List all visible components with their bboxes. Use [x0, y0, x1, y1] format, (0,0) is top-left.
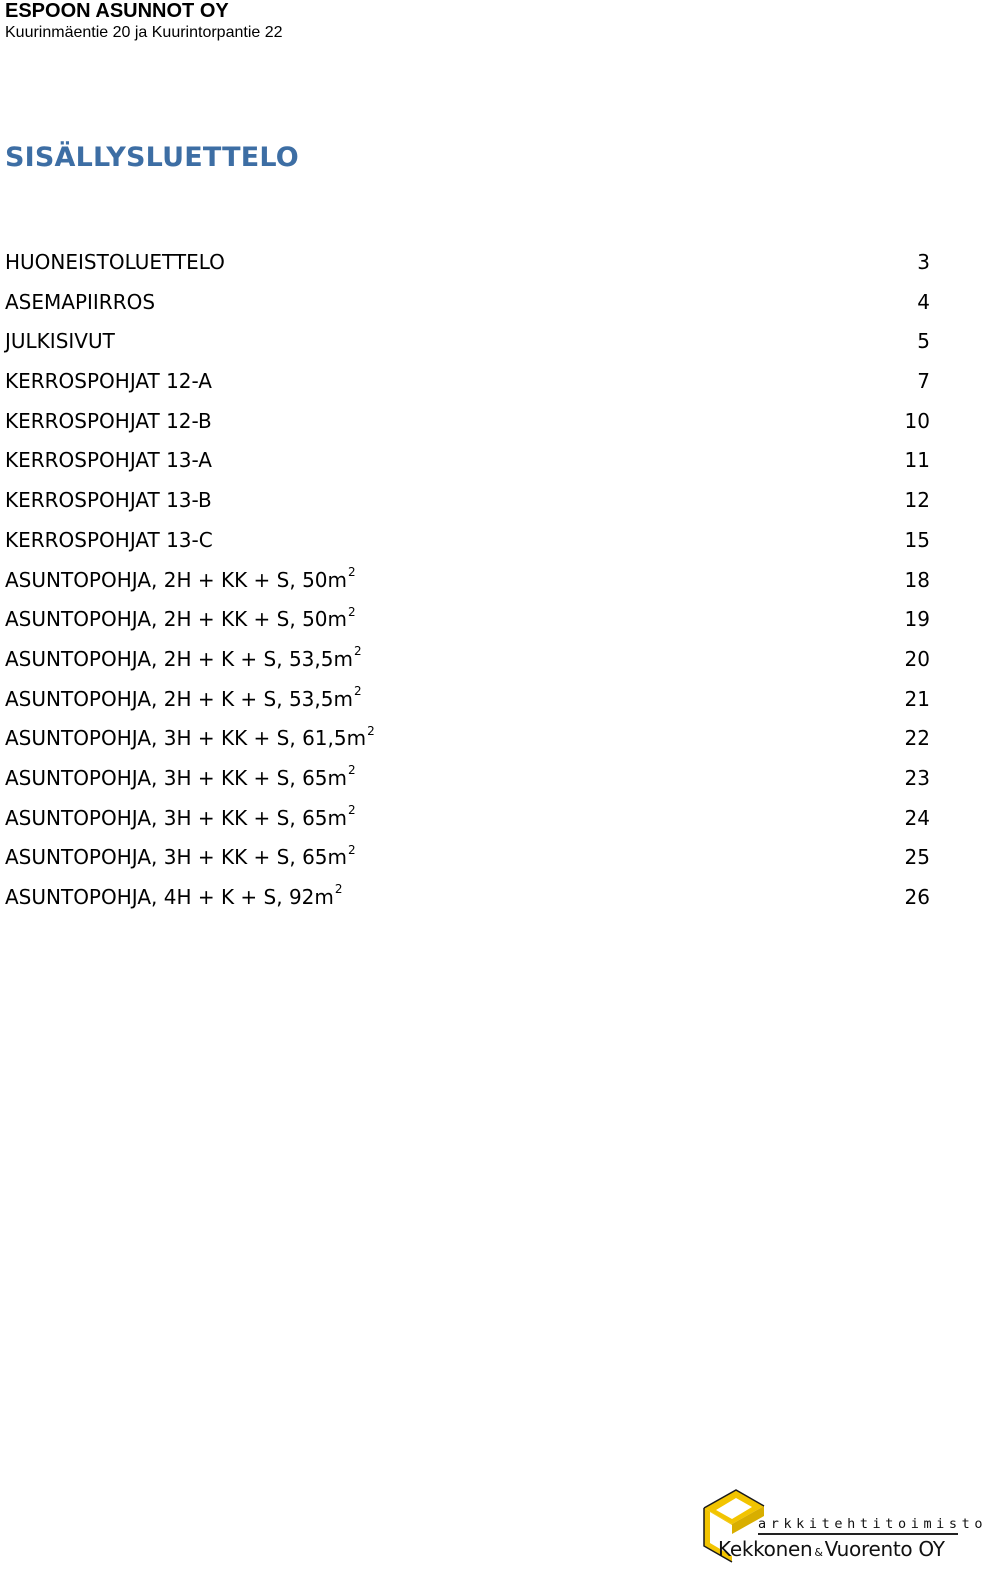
toc-entry-text: ASUNTOPOHJA, 2H + KK + S, 50m [5, 567, 348, 592]
toc-entry [5, 681, 930, 721]
toc-entry-text: KERROSPOHJAT 13-B [5, 488, 212, 513]
company-name: ESPOON ASUNNOT OY [5, 0, 229, 22]
toc-entry-page-number: 7 [917, 369, 930, 394]
toc-entry-text: ASUNTOPOHJA, 2H + K + S, 53,5m [5, 686, 353, 711]
toc-entry-page-number: 19 [904, 607, 930, 632]
toc-entry [5, 244, 930, 284]
toc-entry-text: KERROSPOHJAT 12-A [5, 369, 212, 394]
toc-entry [5, 601, 930, 641]
toc-entry-superscript: 2 [348, 842, 356, 857]
toc-entry-text: ASEMAPIIRROS [5, 289, 156, 314]
toc-entry-label [5, 284, 155, 320]
toc-entry-superscript: 2 [348, 564, 356, 579]
toc-entry-page-number: 3 [917, 250, 930, 274]
toc-entry-text: ASUNTOPOHJA, 4H + K + S, 92m [5, 885, 334, 909]
toc-entry-page-number: 5 [917, 329, 930, 354]
toc-entry-label [5, 562, 356, 598]
document-header [5, 0, 283, 43]
toc-entry-page-number: 18 [904, 567, 930, 592]
toc-entry-page-number: 10 [904, 408, 930, 433]
toc-entry-superscript: 2 [348, 604, 356, 619]
toc-entry [5, 482, 930, 522]
logo-name-second: Vuorento OY [824, 1537, 945, 1561]
toc-entry-label [5, 482, 212, 518]
toc-entry-text: ASUNTOPOHJA, 2H + K + S, 53,5m [5, 646, 353, 671]
toc-entry-label [5, 641, 362, 677]
toc-entry-label [5, 403, 212, 439]
toc-entry-text: ASUNTOPOHJA, 2H + KK + S, 50m [5, 607, 348, 632]
toc-entry-label [5, 839, 356, 875]
toc-entry-text: ASUNTOPOHJA, 3H + KK + S, 65m [5, 845, 348, 870]
toc-entry-superscript: 2 [353, 683, 362, 698]
toc-entry-label [5, 800, 356, 836]
logo-ampersand: & [814, 1546, 823, 1559]
toc-entry-page-number: 4 [917, 289, 930, 314]
toc-entry [5, 720, 930, 760]
property-address: Kuurinmäentie 20 ja Kuurintorpantie 22 [5, 24, 283, 41]
toc-entry [5, 839, 930, 879]
toc-entry [5, 522, 930, 562]
toc-entry-label [5, 760, 356, 796]
toc-entry-text: ASUNTOPOHJA, 3H + KK + S, 65m [5, 765, 348, 790]
toc-title: SISÄLLYSLUETTELO [5, 142, 299, 173]
toc-entry-superscript: 2 [353, 644, 362, 659]
toc-entry-label [5, 363, 212, 399]
toc-entry [5, 641, 930, 681]
toc-entry-page-number: 23 [904, 765, 930, 790]
toc-entry [5, 760, 930, 800]
logo-firm-name [718, 1536, 945, 1566]
toc-entry-text: ASUNTOPOHJA, 3H + KK + S, 65m [5, 805, 348, 830]
toc-entry-text: HUONEISTOLUETTELO [5, 250, 225, 274]
toc-entry-label [5, 522, 213, 558]
toc-entry-page-number: 24 [904, 805, 930, 830]
toc-entry-superscript: 2 [348, 802, 356, 817]
toc-entry [5, 442, 930, 482]
toc-entry-text: ASUNTOPOHJA, 3H + KK + S, 61,5m [5, 726, 367, 751]
toc-entry [5, 879, 930, 919]
toc-entry-page-number: 21 [904, 686, 930, 711]
logo-name-first: Kekkonen [718, 1537, 813, 1561]
toc-entry-label [5, 323, 115, 359]
toc-entry-text: KERROSPOHJAT 13-C [5, 527, 213, 552]
toc-entry-text: KERROSPOHJAT 13-A [5, 448, 212, 473]
toc-entry-page-number: 11 [904, 448, 930, 473]
toc-entry [5, 284, 930, 324]
toc-entry-superscript: 2 [348, 763, 356, 778]
toc-entry-page-number: 20 [904, 646, 930, 671]
toc-entry-page-number: 12 [904, 488, 930, 513]
toc-entry [5, 800, 930, 840]
toc-entry-label [5, 244, 225, 280]
toc-entry-page-number: 15 [904, 527, 930, 552]
toc-entry-page-number: 22 [904, 726, 930, 751]
toc-entry [5, 323, 930, 363]
logo-divider [758, 1533, 958, 1535]
toc-entry [5, 562, 930, 602]
toc-entry-label [5, 879, 343, 915]
toc-entry-superscript: 2 [367, 723, 375, 738]
toc-entry-label [5, 720, 375, 756]
toc-entry-page-number: 26 [904, 885, 930, 909]
logo-tagline: arkkitehtitoimisto [758, 1516, 987, 1532]
toc-entry-label [5, 442, 212, 478]
architect-logo [702, 1486, 987, 1566]
toc-entry-text: JULKISIVUT [5, 329, 115, 354]
toc-entry-superscript: 2 [334, 882, 343, 897]
toc-entry [5, 403, 930, 443]
toc-entry-label [5, 681, 362, 717]
toc-entry-label [5, 601, 356, 637]
toc-entry [5, 363, 930, 403]
toc-entry-text: KERROSPOHJAT 12-B [5, 408, 212, 433]
table-of-contents [5, 244, 930, 919]
toc-entry-page-number: 25 [904, 845, 930, 870]
